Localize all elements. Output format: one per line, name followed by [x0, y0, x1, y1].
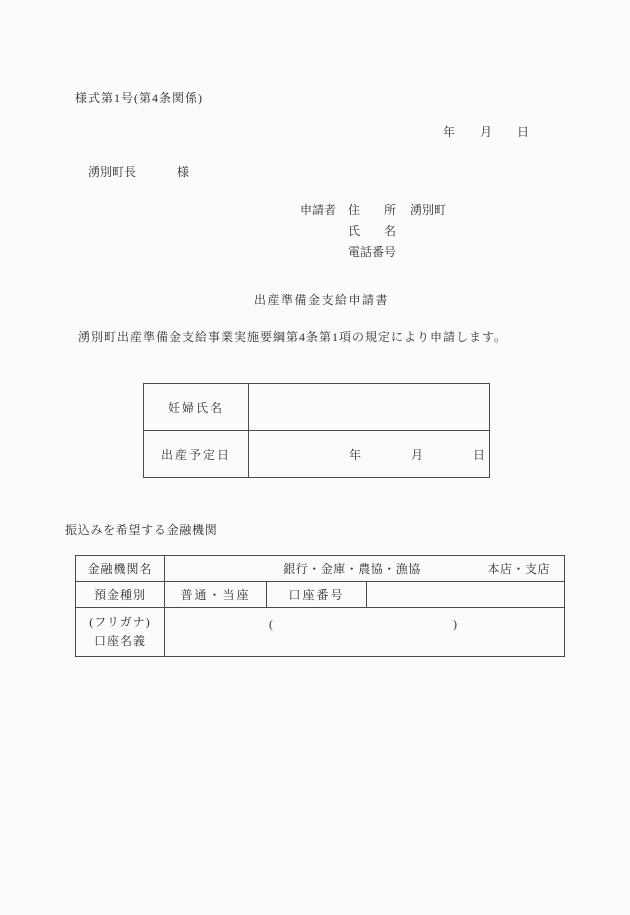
- due-date-label: 出産予定日: [144, 431, 249, 477]
- deposit-type-options: 普通・当座: [164, 582, 266, 607]
- date-month-label: 月: [480, 125, 493, 139]
- furigana-label-line: (フリガナ): [89, 615, 151, 629]
- bank-name-field: [164, 556, 564, 581]
- bank-name-label: 金融機関名: [87, 562, 153, 576]
- name-label: 氏 名: [348, 224, 397, 238]
- table-row: [144, 384, 489, 430]
- due-date-year-label: 年: [348, 447, 361, 462]
- account-holder-field: [164, 608, 564, 656]
- account-number-field: [366, 582, 564, 607]
- holder-label-line: 口座名義: [93, 634, 146, 648]
- form-number: 様式第1号(第4条関係): [75, 91, 203, 105]
- mother-name-field: [249, 384, 489, 430]
- address-value: 湧別町: [410, 203, 447, 217]
- branch-type-options: 本店・支店: [487, 562, 550, 576]
- due-date-day-label: 日: [472, 447, 485, 462]
- account-holder-row: [76, 607, 564, 656]
- table-row: [144, 430, 489, 477]
- date-line: [443, 123, 529, 140]
- bank-type-options: 銀行・金庫・農協・漁協: [283, 562, 421, 576]
- applicant-address-row: [300, 200, 446, 221]
- account-number-label: 口座番号: [266, 582, 366, 607]
- date-year-label: 年: [443, 125, 456, 139]
- due-date-month-label: 月: [410, 447, 423, 462]
- furigana-paren-close: ): [453, 617, 457, 631]
- furigana-paren-open: (: [269, 617, 273, 631]
- account-holder-label: [76, 608, 164, 656]
- applicant-block: [300, 200, 446, 263]
- address-label: 住 所: [348, 203, 397, 217]
- application-statement: 湧別町出産準備金支給事業実施要綱第4条第1項の規定により申請します。: [78, 330, 508, 344]
- applicant-info-table: [143, 383, 490, 478]
- applicant-name-row: [300, 221, 446, 242]
- account-type-row: [76, 581, 564, 607]
- applicant-phone-row: [300, 242, 446, 263]
- bank-section-heading: 振込みを希望する金融機関: [65, 523, 218, 537]
- bank-name-row: [76, 556, 564, 581]
- deposit-type-label: 預金種別: [93, 588, 146, 602]
- addressee: 湧別町長: [88, 165, 137, 179]
- due-date-field: [249, 431, 489, 477]
- document-title: 出産準備金支給申請書: [253, 293, 389, 307]
- honorific: 様: [177, 165, 190, 179]
- date-day-label: 日: [517, 125, 530, 139]
- mother-name-label: 妊婦氏名: [144, 384, 249, 430]
- addressee-line: [88, 163, 189, 180]
- phone-label: 電話番号: [348, 245, 397, 259]
- bank-info-table: [75, 555, 565, 657]
- applicant-label: 申請者: [300, 203, 337, 217]
